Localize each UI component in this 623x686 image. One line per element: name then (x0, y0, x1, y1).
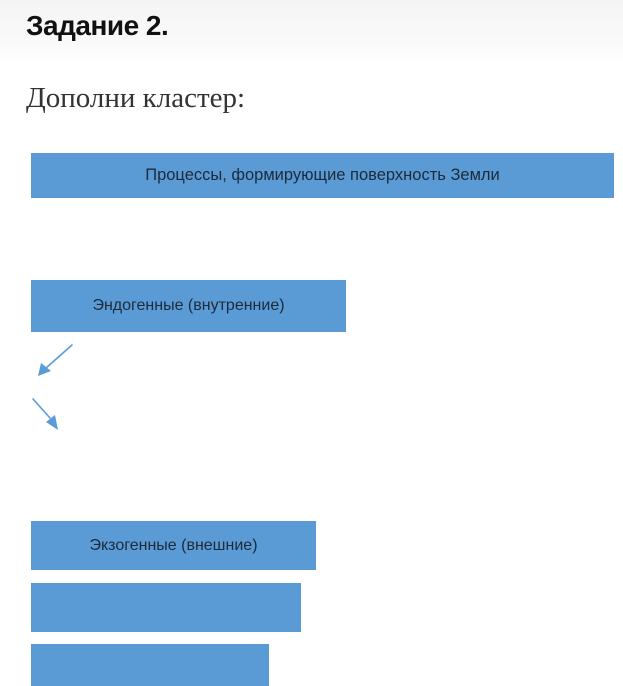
instruction-text: Дополни кластер: (26, 82, 246, 114)
task-title: Задание 2. (26, 10, 169, 41)
cluster-root-box (31, 153, 614, 198)
cluster-root-label: Процессы, формирующие поверхность Земли (145, 166, 500, 184)
exogenous-label: Экзогенные (внешние) (89, 536, 258, 554)
empty-cluster-box (31, 644, 269, 686)
endogenous-label: Эндогенные (внутренние) (92, 297, 285, 314)
exogenous-box (31, 521, 316, 570)
arrow-down-left-icon (30, 340, 80, 385)
endogenous-box (31, 280, 346, 332)
empty-cluster-box (31, 583, 301, 632)
arrow-down-right-icon (30, 392, 80, 437)
